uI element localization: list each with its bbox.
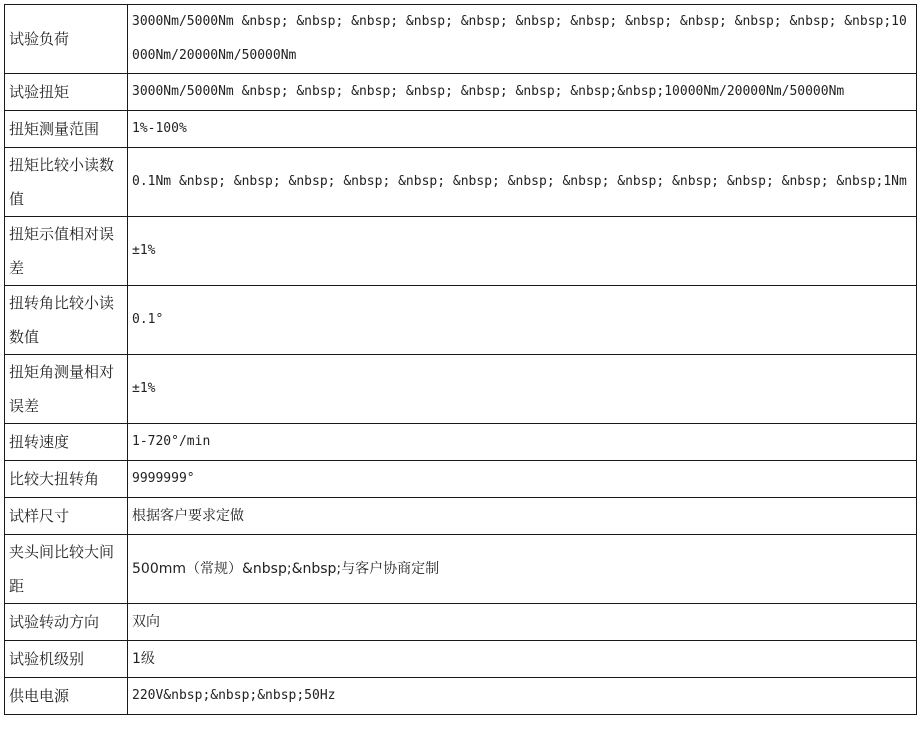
row-value: 500mm（常规）&nbsp;&nbsp;与客户协商定制 (128, 535, 917, 604)
table-row (5, 535, 917, 604)
row-label: 扭矩角测量相对误差 (5, 355, 128, 424)
row-value: 1级 (128, 641, 917, 678)
row-label: 扭转角比较小读数值 (5, 286, 128, 355)
row-label: 比较大扭转角 (5, 461, 128, 498)
row-label: 试样尺寸 (5, 498, 128, 535)
row-value: 0.1Nm &nbsp; &nbsp; &nbsp; &nbsp; &nbsp; &nbsp; &nbsp; &nbsp; &nbsp; &nbsp; &nbsp; &nbsp; &nbsp;1Nm (128, 148, 917, 217)
row-value: 9999999° (128, 461, 917, 498)
row-label: 试验机级别 (5, 641, 128, 678)
row-value: 1%-100% (128, 111, 917, 148)
row-value: 1-720°/min (128, 424, 917, 461)
row-value: 3000Nm/5000Nm &nbsp; &nbsp; &nbsp; &nbsp; &nbsp; &nbsp; &nbsp;&nbsp;10000Nm/20000Nm/50000Nm (128, 74, 917, 111)
row-value: ±1% (128, 355, 917, 424)
row-value: 双向 (128, 604, 917, 641)
table-row (5, 217, 917, 286)
table-row (5, 641, 917, 678)
spec-table (4, 4, 917, 715)
table-row (5, 498, 917, 535)
row-label: 试验扭矩 (5, 74, 128, 111)
row-label: 试验转动方向 (5, 604, 128, 641)
table-row (5, 604, 917, 641)
row-value: 根据客户要求定做 (128, 498, 917, 535)
row-label: 试验负荷 (5, 5, 128, 74)
table-row (5, 286, 917, 355)
row-label: 扭矩测量范围 (5, 111, 128, 148)
table-row (5, 355, 917, 424)
table-row (5, 111, 917, 148)
table-row (5, 5, 917, 74)
row-label: 扭转速度 (5, 424, 128, 461)
row-value: 3000Nm/5000Nm &nbsp; &nbsp; &nbsp; &nbsp; &nbsp; &nbsp; &nbsp; &nbsp; &nbsp; &nbsp; &nbsp; &nbsp;10000Nm/20000Nm/50000Nm (128, 5, 917, 74)
table-row (5, 74, 917, 111)
row-value: 0.1° (128, 286, 917, 355)
table-row (5, 148, 917, 217)
row-label: 夹头间比较大间距 (5, 535, 128, 604)
table-row (5, 424, 917, 461)
row-label: 扭矩比较小读数值 (5, 148, 128, 217)
table-row (5, 678, 917, 715)
row-label: 供电电源 (5, 678, 128, 715)
row-label: 扭矩示值相对误差 (5, 217, 128, 286)
row-value: 220V&nbsp;&nbsp;&nbsp;50Hz (128, 678, 917, 715)
row-value: ±1% (128, 217, 917, 286)
table-row (5, 461, 917, 498)
